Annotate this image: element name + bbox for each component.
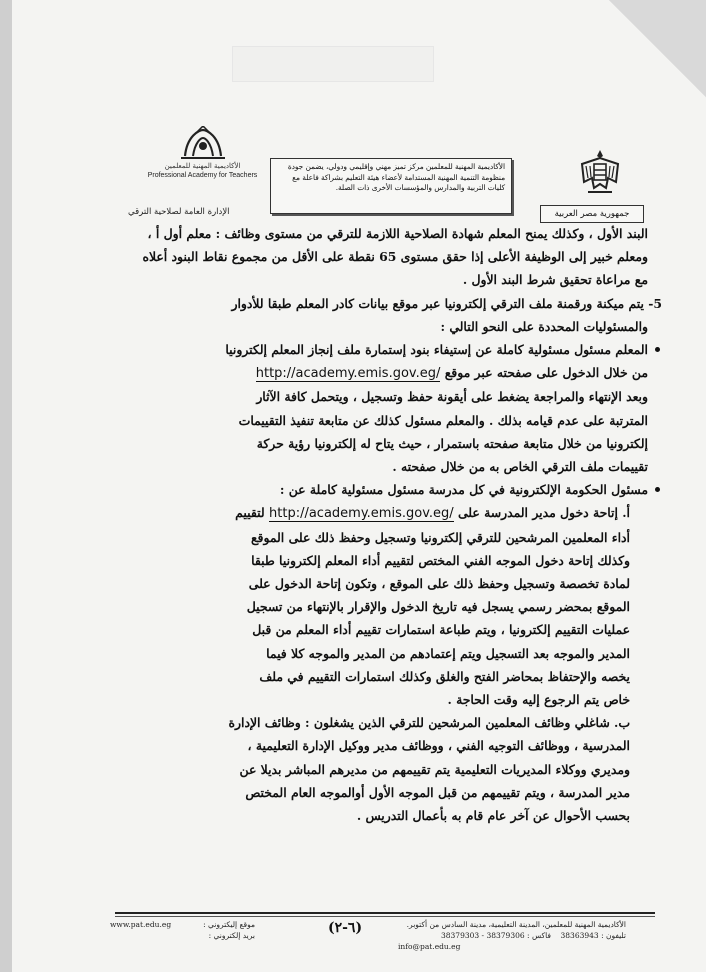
faded-header-mark [232, 46, 434, 82]
bullet-item-egov [108, 478, 648, 501]
fax-number: 38379303 - 38379306 [440, 931, 525, 940]
text-line: ب. شاغلي وظائف المعلمين المرشحين للترقي الذين يشغلون : وظائف الإدارة [228, 715, 630, 731]
text-line: وبعد الإنتهاء والمراجعة يضغط على أيقونة حفظ وتسجيل ، ويتحمل كافة الآثار [256, 389, 648, 405]
text-line: ومديري ووكلاء المديريات التعليمية يتم تقييمهم من مديرهم المباشر بديلا عن [239, 761, 630, 777]
text-line-with-link [108, 501, 648, 525]
item-5-heading: 5- يتم ميكنة ورقمنة ملف الترقي إلكترونيا عبر موقع بيانات كادر المعلم طبقا للأدوار [231, 295, 662, 311]
text-segment: من خلال الدخول على صفحته عبر موقع [444, 365, 648, 381]
text-line: البند الأول ، وكذلك يمنح المعلم شهادة الصلاحية اللازمة للترقي من مستوى وظائف : معلم أول أ ، [147, 226, 648, 241]
mission-box: الأكاديمية المهنية للمعلمين مركز تميز مهني وإقليمي ودولي، يضمن جودة منظومة التنمية المهنية المستدامة لأعضاء هيئة التعليم بشراكة فاعلة مع كليات التربية والمدارس والمؤسسات الأخرى ذات الصلة. [270, 158, 512, 214]
phone-number: 38363943 [560, 931, 599, 940]
text-line: بحسب الأحوال عن آخر عام قام به بأعمال التدريس . [356, 808, 630, 824]
text-line: المعلم مسئول مسئولية كاملة عن إستيفاء بنود إستمارة ملف إنجاز المعلم إلكترونيا [225, 342, 648, 358]
department-name: الإدارة العامة لصلاحية الترقي [128, 207, 230, 217]
text-line: الموقع بمحضر رسمي يسجل فيه تاريخ الدخول والإقرار بالإنتهاء من تسجيل [246, 599, 630, 615]
academy-logo [140, 126, 265, 188]
website-link[interactable]: www.pat.edu.eg [110, 920, 172, 929]
text-line: عمليات التقييم إلكترونيا ، ويتم طباعة استمارات تقييم أداء المعلم من قبل [252, 622, 630, 638]
text-line: خاص يتم الرجوع إليه وقت الحاجة . [447, 692, 630, 708]
text-line: تقييمات ملف الترقي الخاص به من خلال صفحته . [392, 459, 648, 475]
page-number: (٦-٢) [327, 920, 363, 936]
academy-name-ar: الأكاديمية المهنية للمعلمين [164, 162, 241, 170]
text-line: المدير والموجه بعد التسجيل ويتم إعتمادهم من المدير والموجه كلا فيما [266, 645, 630, 661]
footer-divider [115, 912, 655, 914]
country-label: جمهورية مصر العربية [540, 205, 644, 223]
bullet-item-teacher [108, 338, 648, 361]
academy-url-link-2[interactable]: http://academy.emis.gov.eg/ [269, 506, 454, 522]
text-line: والمسئوليات المحددة على النحو التالي : [440, 318, 648, 334]
text-line: وكذلك إتاحة دخول الموجه الفني المختص لتقييم أداء المعلم إلكترونيا طبقا [251, 552, 630, 568]
text-line: مسئول الحكومة الإلكترونية في كل مدرسة مسئول مسئولية كاملة عن : [279, 482, 648, 498]
scan-edge [0, 0, 12, 972]
text-line: لمادة تخصصة وتسجيل وحفظ ذلك على الموقع ، وتكون إتاحة الدخول على [248, 576, 630, 592]
bullet-icon [655, 347, 660, 352]
footer-address-contact [398, 919, 626, 952]
text-line: يخصه والإحتفاظ بمحاضر الفتح والغلق وكذلك استمارات التقييم في ملف [259, 668, 630, 684]
fax-label: فاكس : [527, 931, 551, 940]
email-label: بريد إلكتروني : [208, 931, 255, 940]
text-line-with-link [108, 361, 648, 385]
text-line: مع مراعاة تحقيق شرط البند الأول . [462, 272, 648, 288]
text-line: أداء المعلمين المرشحين للترقي إلكترونيا وتسجيل وحفظ ذلك على الموقع [250, 529, 630, 545]
footer-divider-thin [115, 916, 655, 917]
text-line: المترتبة على عدم قيامه بذلك . والمعلم مسئول كذلك عن متابعة تنفيذ التقييمات [238, 412, 648, 428]
eagle-emblem-icon [578, 148, 622, 200]
phone-label: تليفون : [601, 931, 626, 940]
academy-name-en: Professional Academy for Teachers [147, 172, 258, 179]
body-text [108, 222, 662, 827]
text-segment: أ. إتاحة دخول مدير المدرسة على [457, 505, 630, 521]
text-line: ومعلم خبير إلى الوظيفة الأعلى إذا حقق مستوى 65 نقطة على الأقل من مجموع نقاط البنود أعلاه [142, 249, 648, 265]
academy-emblem-icon [177, 126, 229, 162]
text-line: مدير المدرسة ، ويتم تقييمهم من قبل الموجه الأول أوالموجه العام المختص [245, 784, 630, 800]
website-label: موقع إليكتروني : [203, 920, 255, 929]
text-line: المدرسية ، ووظائف التوجيه الفني ، ووظائف مدير ووكيل الإدارة التعليمية ، [247, 738, 630, 754]
academy-address: الأكاديمية المهنية للمعلمين، المدينة التعليمية، مدينة السادس من أكتوبر. [406, 920, 626, 929]
email-link[interactable]: info@pat.edu.eg [398, 942, 461, 951]
academy-url-link[interactable]: http://academy.emis.gov.eg/ [255, 366, 441, 382]
text-line: إلكترونيا من خلال متابعة صفحته باستمرار ، حيث يتاح له إلكترونيا رؤية حركة [256, 435, 648, 451]
text-segment: لتقييم [235, 505, 265, 521]
footer-web-contact [110, 919, 255, 941]
